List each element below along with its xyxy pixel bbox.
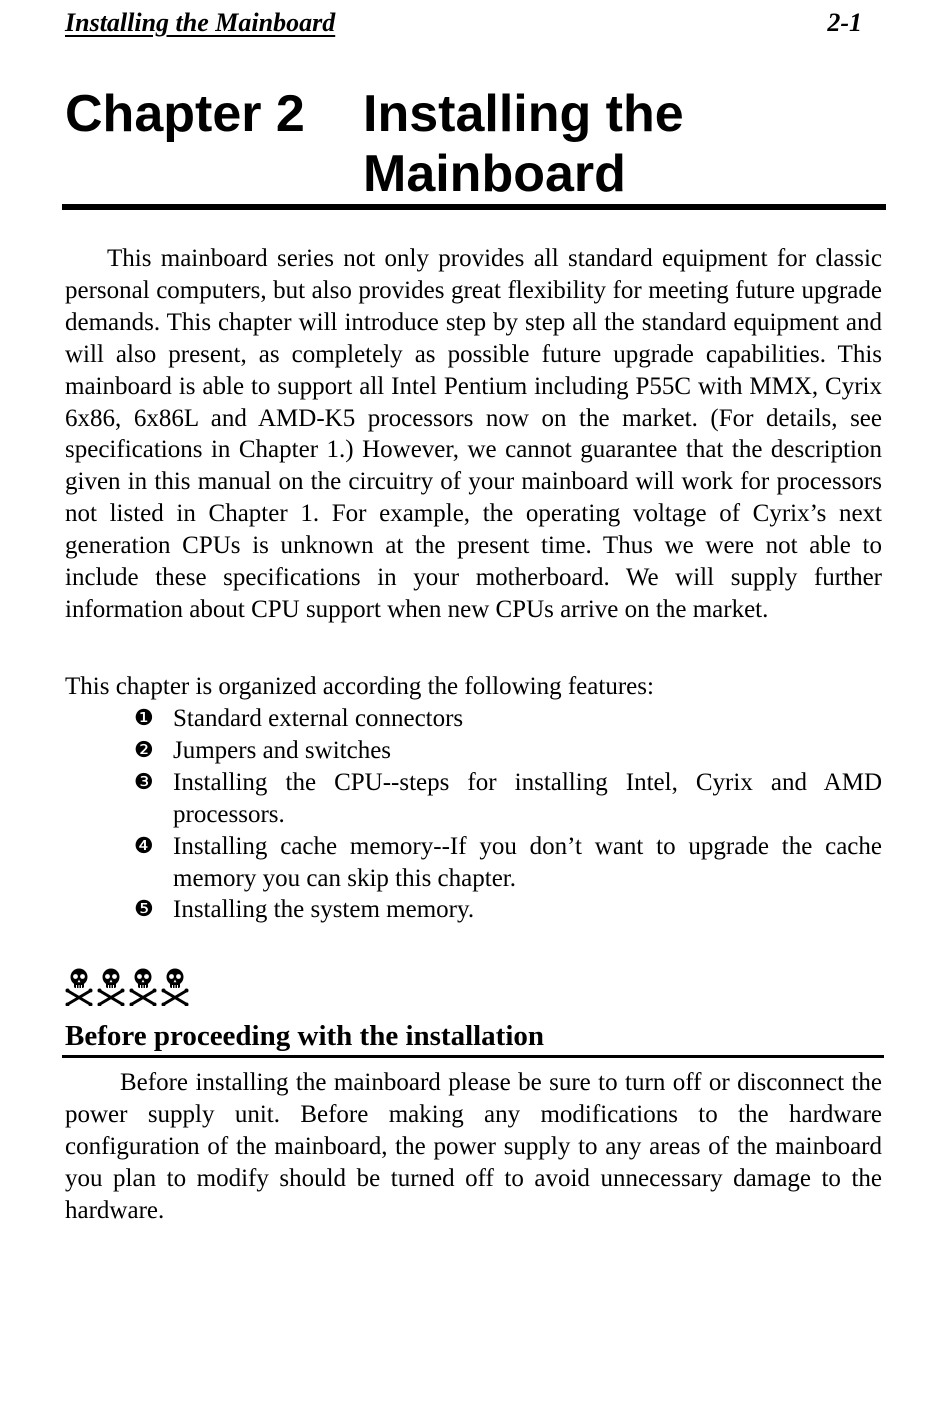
features-list	[134, 703, 882, 926]
running-header	[65, 8, 862, 42]
page-number: 2-1	[827, 8, 862, 37]
section-heading: Before proceeding with the installation	[65, 1020, 545, 1052]
chapter-divider	[62, 204, 886, 210]
list-item	[134, 767, 882, 831]
bullet-number-1: ❶	[134, 706, 154, 731]
section-body: Before installing the mainboard please be sure to turn off or disconnect the power supply unit. Before making any modifications to the hardware configuration of the mainboard, the power supply to any areas of the mainboard you plan to modify should be turned off to avoid unnecessary damage to the hardware.	[65, 1069, 882, 1224]
skull-crossbones-icon	[96, 966, 126, 1006]
list-item	[134, 703, 882, 735]
bullet-number-5: ❺	[134, 897, 154, 923]
skull-crossbones-icon	[160, 966, 190, 1006]
list-item-text: Installing the CPU--steps for installing Intel, Cyrix and AMD processors.	[173, 768, 882, 828]
list-item-text: Standard external connectors	[173, 705, 464, 732]
section-divider	[62, 1055, 884, 1058]
list-item-text: Installing the system memory.	[173, 896, 475, 924]
list-item-text: Jumpers and switches	[173, 736, 392, 764]
skull-crossbones-icon	[64, 966, 94, 1006]
intro-paragraph: This mainboard series not only provides all standard equipment for classic personal computers, but also provides great flexibility for meeting future upgrade demands. This chapter will introduce step by step all the standard equipment and will also present, as completely as possible future upgrade capabilities. This mainboard is able to support all Intel Pentium including P55C with MMX, Cyrix 6x86, 6x86L and AMD-K5 processors now on the market. (For details, see specifications in Chapter 1.) However, we cannot guarantee that the description given in this manual on the circuitry of your mainboard will work for processors not listed in Chapter 1. For example, the operating voltage of Cyrix’s next generation CPUs is unknown at the present time. Thus we were not able to include these specifications in your motherboard. We will supply further information about CPU support when new CPUs arrive on the market.	[65, 245, 882, 623]
bullet-number-3: ❸	[134, 769, 154, 795]
bullet-number-2: ❷	[134, 737, 154, 763]
chapter-heading	[65, 84, 886, 206]
list-item-text: Installing cache memory--If you don’t want to upgrade the cache memory you can skip this chapter.	[173, 832, 882, 892]
warning-icons	[64, 966, 190, 1010]
features-lead: This chapter is organized according the following features:	[65, 673, 654, 700]
list-item	[134, 831, 882, 895]
running-title: Installing the Mainboard	[65, 8, 336, 37]
bullet-number-4: ❹	[134, 833, 154, 859]
list-item	[134, 735, 882, 767]
skull-crossbones-icon	[128, 966, 158, 1006]
chapter-title: Installing the Mainboard	[363, 85, 684, 203]
chapter-label: Chapter 2	[65, 85, 305, 143]
list-item	[134, 894, 882, 926]
